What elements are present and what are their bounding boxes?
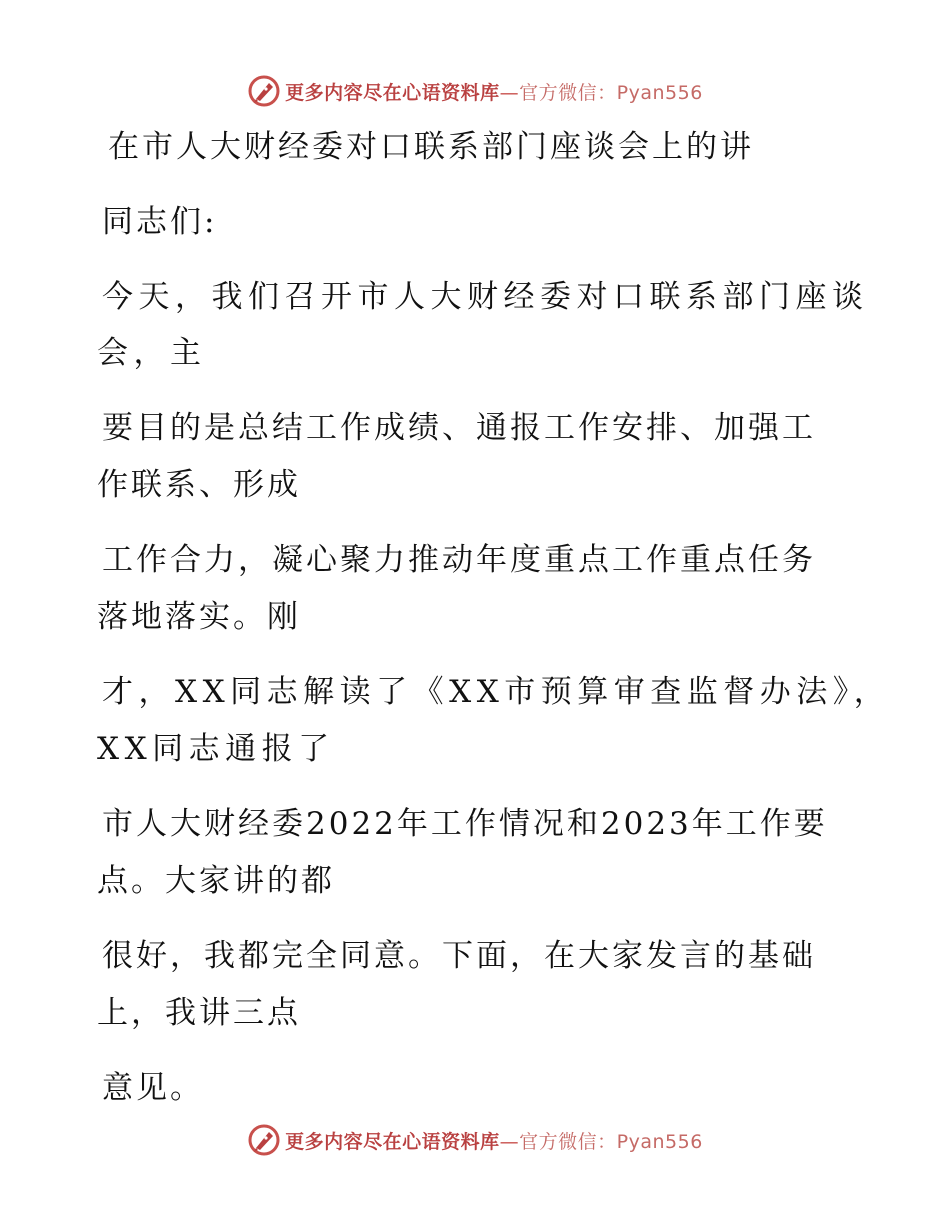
paragraph-line: 上，我讲三点	[97, 995, 301, 1031]
watermark-text	[285, 1127, 703, 1154]
paragraph-line: 同志们:	[102, 204, 218, 240]
paragraph-line: 点。大家讲的都	[97, 863, 335, 899]
paragraph-line: 会，主	[97, 335, 207, 371]
watermark-contact: 官方微信：Pyan556	[519, 1130, 703, 1153]
paragraph-line: 作联系、形成	[97, 467, 301, 503]
paragraph-line: 市人大财经委2022年工作情况和2023年工作要	[102, 806, 828, 842]
paragraph-line: 今天，我们召开市人大财经委对口联系部门座谈	[102, 279, 869, 315]
watermark-text	[285, 78, 703, 105]
watermark-brand: 更多内容尽在心语资料库	[285, 81, 500, 104]
paragraph-line: XX同志通报了	[97, 731, 335, 767]
paragraph-line: 工作合力，凝心聚力推动年度重点工作重点任务	[102, 542, 816, 578]
pen-nib-logo-icon	[247, 74, 281, 108]
paragraph-line: 意见。	[102, 1070, 204, 1106]
paragraph-line: 落地落实。刚	[97, 599, 301, 635]
watermark-brand: 更多内容尽在心语资料库	[285, 1130, 500, 1153]
pen-nib-logo-icon	[247, 1123, 281, 1157]
document-title: 在市人大财经委对口联系部门座谈会上的讲	[108, 129, 754, 165]
paragraph-line: 很好，我都完全同意。下面，在大家发言的基础	[102, 938, 816, 974]
paragraph-line: 要目的是总结工作成绩、通报工作安排、加强工	[102, 410, 816, 446]
watermark-separator: —	[499, 81, 520, 104]
watermark-contact: 官方微信：Pyan556	[519, 81, 703, 104]
header-watermark	[0, 71, 950, 111]
footer-watermark	[0, 1120, 950, 1160]
watermark-separator: —	[499, 1130, 520, 1153]
paragraph-line: 才，XX同志解读了《XX市预算审查监督办法》，	[102, 674, 891, 710]
